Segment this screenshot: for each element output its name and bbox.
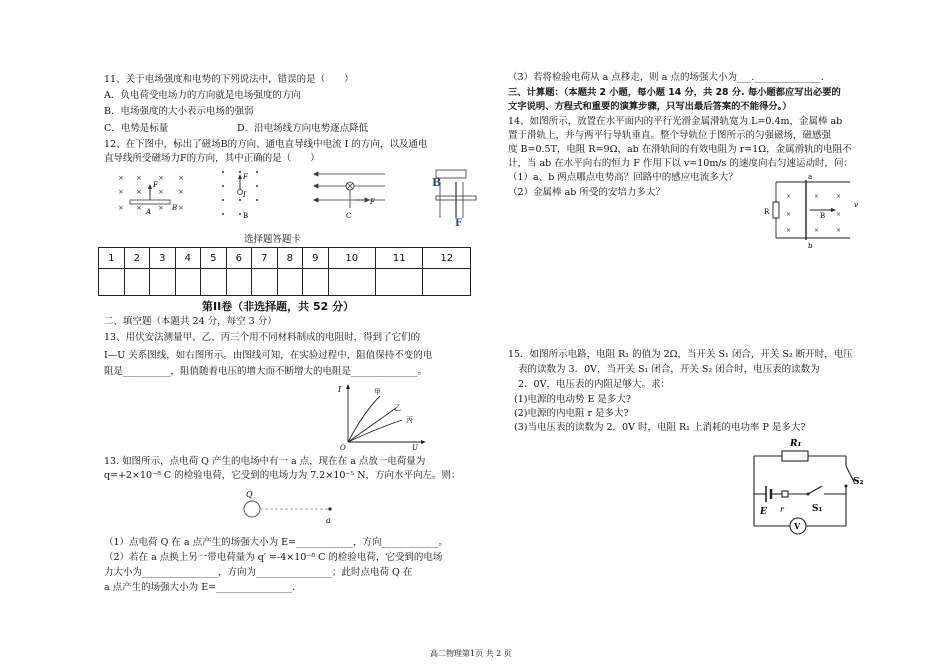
q12-label-f2: F xyxy=(243,173,248,181)
q11-option-b: B．电场强度的大小表示电场的强弱 xyxy=(104,106,254,117)
q11-option-c: C．电势是标量 xyxy=(104,123,169,134)
svg-text:×: × xyxy=(178,174,184,182)
answer-card-number: 10 xyxy=(328,248,375,269)
answer-cell[interactable] xyxy=(277,269,303,296)
svg-text:×: × xyxy=(786,211,792,218)
q13b-figure xyxy=(240,492,340,528)
q12-label-f3: F xyxy=(370,198,375,206)
calc-title-2: 文字说明、方程式和重要的演算步骤，只写出最后答案的不能得分。） xyxy=(508,101,792,112)
q15-line2: 表的读数为 3．0V，当开关 S₁ 闭合，开关 S₂ 闭合时，电压表的读数为 xyxy=(518,364,820,375)
answer-card-number: 1 xyxy=(99,248,125,269)
q15-line3: 2．0V，电压表的内阻足够大。求： xyxy=(518,379,670,390)
svg-text:×: × xyxy=(786,193,792,200)
answer-card-number: 11 xyxy=(375,248,422,269)
iu-label-bing: 丙 xyxy=(406,416,413,424)
q12-label-b-dots: B xyxy=(243,212,249,220)
q15-line1: 15．如图所示电路，电阻 R₁ 的值为 2Ω，当开关 S₁ 闭合，开关 S₂ 断开时，电压 xyxy=(508,349,853,360)
svg-text:×: × xyxy=(836,211,842,218)
answer-cell[interactable] xyxy=(99,269,125,296)
q12-label-big-b: B xyxy=(432,176,442,189)
q15-circuit xyxy=(746,436,866,546)
point-a-label: a xyxy=(326,516,331,525)
q13a-line1: 13、用伏安法测量甲、乙、丙三个用不同材料制成的电阻时，得到了它们的 xyxy=(104,332,421,343)
svg-text:×: × xyxy=(158,188,164,196)
q14-label-b-field: B xyxy=(820,212,826,220)
q11-option-d: D．沿电场线方向电势逐点降低 xyxy=(237,123,369,134)
q12-label-c: C xyxy=(346,212,352,220)
fill-section-title: 二、填空题（本题共 24 分，每空 3 分） xyxy=(104,316,277,327)
q14-line1: 14、如图所示，放置在水平面内的平行光滑金属滑轨宽为 L=0.4m，金属棒 ab xyxy=(508,116,843,127)
q13a-line3: 阻是__________，阻值随着电压的增大而不断增大的电阻是______________。 xyxy=(104,366,428,377)
iu-label-jia: 甲 xyxy=(374,388,381,396)
svg-text:×: × xyxy=(836,193,842,200)
answer-cell[interactable] xyxy=(150,269,176,296)
iu-axis-u: U xyxy=(412,444,418,452)
svg-text:×: × xyxy=(836,227,842,234)
answer-card-title: 选择题答题卡 xyxy=(244,234,302,245)
q13b-s2a: （2）若在 a 点换上另一带电荷量为 q′ =-4×10⁻⁸ C 的检验电荷，它受到的电场 xyxy=(104,552,443,563)
charge-q-label: Q xyxy=(246,490,253,499)
q13b-s2b: 力大小为________________，方向为________________；此时点电荷 Q 在 xyxy=(104,567,413,578)
page-footer: 高二物理第1页 共 2 页 xyxy=(430,649,512,658)
q13b-s1: （1）点电荷 Q 在 a 点产生的场强大小为 E=____________，方向____________。 xyxy=(104,537,448,548)
q14-line3: 度 B=0.5T，电阻 R=9Ω，ab 在滑轨间的有效电阻为 r=1Ω，金属滑轨的电阻不 xyxy=(508,144,852,155)
q14-s2: （2）金属棒 ab 所受的安培力多大？ xyxy=(508,187,665,198)
svg-text:×: × xyxy=(158,174,164,182)
svg-text:×: × xyxy=(178,204,184,212)
iu-label-yi: 乙 xyxy=(394,404,401,412)
q14-s1: （1）a、b 两点哪点电势高？回路中的感应电流多大？ xyxy=(508,172,738,183)
circuit-label-r1: R₁ xyxy=(790,439,802,449)
svg-text:×: × xyxy=(118,188,124,196)
answer-card-number: 6 xyxy=(226,248,252,269)
answer-cell[interactable] xyxy=(423,269,471,296)
answer-card-number: 2 xyxy=(124,248,150,269)
q13b-line2: q=+2×10⁻⁸ C 的检验电荷，它受到的电场力为 7.2×10⁻⁵ N，方向水平向左。则： xyxy=(104,470,461,481)
svg-text:×: × xyxy=(786,227,792,234)
q11-stem: 11、关于电场强度和电势的下列说法中，错误的是（ ） xyxy=(104,74,354,85)
q12-line1: 12、在下图中，标出了磁场B的方向、通电直导线中电流 I 的方向，以及通电 xyxy=(104,139,428,150)
answer-card-number: 7 xyxy=(252,248,278,269)
iu-origin: O xyxy=(340,444,346,452)
answer-card-numbers xyxy=(99,248,471,269)
circuit-label-e: E xyxy=(760,507,767,517)
q12-figures xyxy=(110,168,480,230)
answer-card-number: 9 xyxy=(303,248,329,269)
answer-cell[interactable] xyxy=(175,269,201,296)
q15-s1: (1)电源的电动势 E 是多大? xyxy=(514,394,632,405)
iu-graph xyxy=(338,382,428,452)
svg-text:×: × xyxy=(136,188,142,196)
q12-label-b1: B xyxy=(172,204,178,212)
q14-line2: 置于滑轨上，并与两平行导轨垂直。整个导轨位于图所示的匀强磁场，磁感强 xyxy=(508,130,832,141)
answer-card-number: 5 xyxy=(201,248,227,269)
answer-card-number: 3 xyxy=(150,248,176,269)
q11-option-a: A．负电荷受电场力的方向就是电场强度的方向 xyxy=(104,90,301,101)
answer-card-number: 12 xyxy=(423,248,471,269)
answer-card-number: 8 xyxy=(277,248,303,269)
answer-cell[interactable] xyxy=(201,269,227,296)
q13b-s3: （3）若将检验电荷从 a 点移走，则 a 点的场强大小为___.______________. xyxy=(508,72,824,83)
answer-cell[interactable] xyxy=(303,269,329,296)
q12-line2: 直导线所受磁场力F的方向，其中正确的是（ ） xyxy=(104,153,320,164)
circuit-label-r: r xyxy=(780,505,784,514)
answer-cell[interactable] xyxy=(124,269,150,296)
calc-title-1: 三、计算题：（本题共 2 小题，每小题 14 分，共 28 分. 每小题都应写出必要的 xyxy=(508,87,841,98)
circuit-label-s2: S₂ xyxy=(853,477,864,487)
part2-title: 第II卷（非选择题，共 52 分） xyxy=(202,300,355,313)
q14-figure xyxy=(764,172,860,250)
q14-line4: 计，当 ab 在水平向右的恒力 F 作用下以 v=10m/s 的速度向右匀速运动时，问： xyxy=(508,158,853,169)
answer-card-table xyxy=(98,247,471,296)
q13b-s2c: a 点产生的场强大小为 E=________________. xyxy=(104,582,296,593)
q13a-line2: I—U 关系图线，如右图所示。由图线可知，在实验过程中，阻值保持不变的电 xyxy=(104,350,433,361)
iu-axis-i: I xyxy=(338,385,342,394)
q15-s3: (3)当电压表的读数为 2．0V 时，电阻 R₁ 上消耗的电功率 P 是多大? xyxy=(514,422,806,433)
answer-cell[interactable] xyxy=(226,269,252,296)
q12-figure-b xyxy=(222,171,258,215)
q12-label-i: I xyxy=(243,191,246,199)
answer-card-number: 4 xyxy=(175,248,201,269)
q13b-line1: 13. 如图所示，点电荷 Q 产生的电场中有一 a 点，现在在 a 点放一电荷量为 xyxy=(104,456,426,467)
svg-text:×: × xyxy=(136,204,142,212)
svg-text:×: × xyxy=(136,174,142,182)
q14-label-a: a xyxy=(808,173,813,181)
q14-label-v: v xyxy=(854,201,858,209)
svg-text:×: × xyxy=(158,204,164,212)
q12-label-a: A xyxy=(146,208,152,216)
svg-text:×: × xyxy=(178,188,184,196)
answer-cell[interactable] xyxy=(328,269,375,296)
answer-cell[interactable] xyxy=(375,269,422,296)
q12-figure-d xyxy=(436,170,476,218)
q12-label-f4: F xyxy=(455,218,463,229)
svg-text:×: × xyxy=(118,204,124,212)
q12-label-f1: F xyxy=(153,181,158,189)
q15-s2: (2)电源的内电阻 r 是多大? xyxy=(514,408,629,419)
circuit-label-s1: S₁ xyxy=(812,504,823,514)
voltmeter-label: V xyxy=(794,521,801,531)
q14-label-r: R xyxy=(764,208,770,216)
answer-cell[interactable] xyxy=(252,269,278,296)
svg-text:×: × xyxy=(118,174,124,182)
svg-text:×: × xyxy=(814,193,820,200)
svg-text:×: × xyxy=(814,227,820,234)
q14-label-b: b xyxy=(808,242,813,250)
answer-card-blanks xyxy=(99,269,471,296)
